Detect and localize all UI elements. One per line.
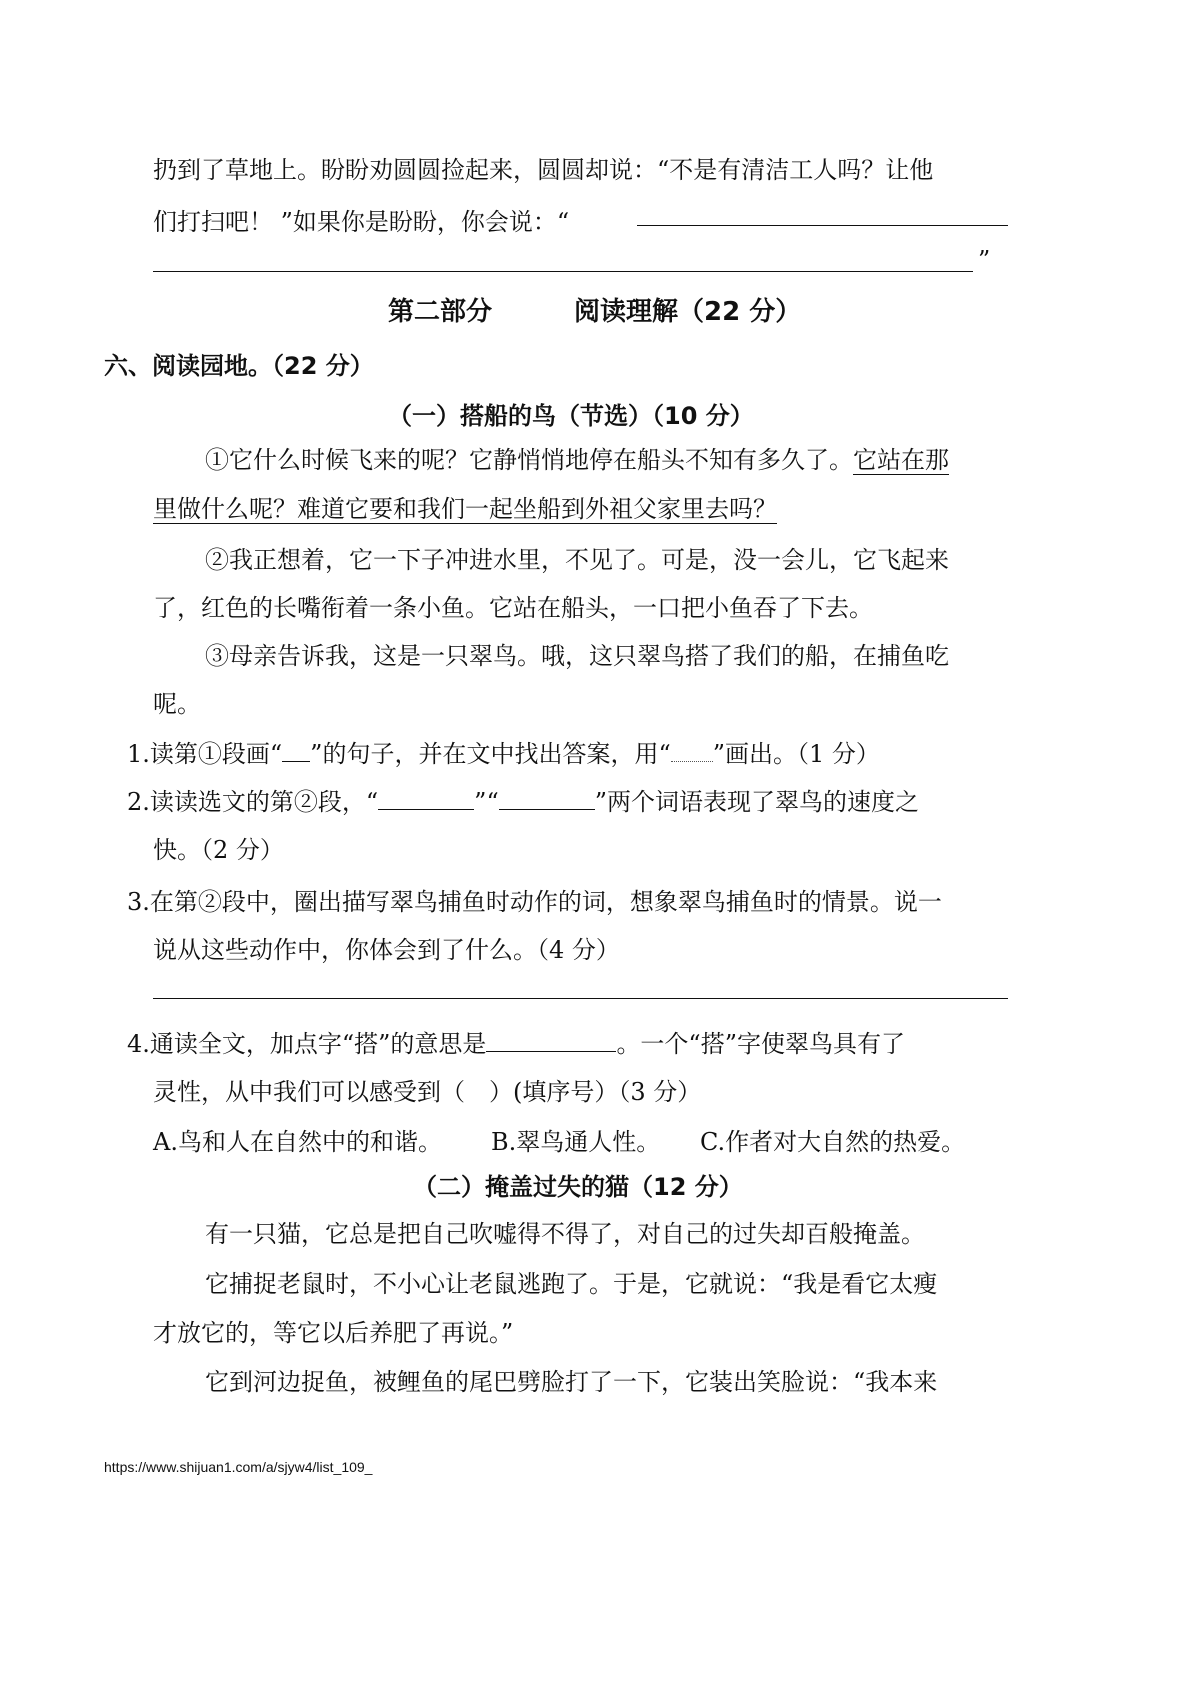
paragraph-line: 了，红色的长嘴衔着一条小鱼。它站在船头，一口把小鱼吞了下去。 [153, 594, 873, 622]
part-title-left: 第二部分 [388, 297, 493, 327]
paragraph-line: 它到河边捉鱼，被鲤鱼的尾巴劈脸打了一下，它装出笑脸说：“我本来 [205, 1368, 938, 1396]
answer-blank[interactable] [486, 1029, 616, 1052]
text-line: 们打扫吧！ ”如果你是盼盼，你会说：“ [153, 208, 570, 236]
question-1 [127, 734, 880, 769]
section-heading: 六、阅读园地。（22 分） [104, 352, 374, 380]
question-text: 1.读第①段画“ [127, 740, 283, 768]
part-title-right: 阅读理解（22 分） [574, 297, 802, 327]
underlined-sentence: 里做什么呢？难道它要和我们一起坐船到外祖父家里去吗？ [153, 495, 777, 523]
question-text: 4.通读全文，加点字“搭”的意思是 [127, 1030, 487, 1058]
option-c: C.作者对大自然的热爱。 [700, 1128, 966, 1156]
question-text: ”“ [474, 788, 499, 816]
paragraph-line: ③母亲告诉我，这是一只翠鸟。哦，这只翠鸟搭了我们的船，在捕鱼吃 [205, 642, 949, 670]
paragraph-line [153, 489, 777, 524]
wavy-line-mark-sample [671, 739, 713, 762]
paragraph-line: 有一只猫，它总是把自己吹嘘得不得了，对自己的过失却百般掩盖。 [205, 1220, 925, 1248]
question-text: 2.读读选文的第②段，“ [127, 788, 379, 816]
question-3: 3.在第②段中，圈出描写翠鸟捕鱼时动作的词，想象翠鸟捕鱼时的情景。说一 [127, 888, 942, 916]
paragraph-line: 它捕捉老鼠时，不小心让老鼠逃跑了。于是，它就说：“我是看它太瘦 [205, 1270, 938, 1298]
passage-title: （二）掩盖过失的猫（12 分） [413, 1173, 743, 1201]
option-b: B.翠鸟通人性。 [491, 1128, 661, 1156]
answer-blank-line[interactable] [153, 998, 1008, 999]
paragraph-line: ②我正想着，它一下子冲进水里，不见了。可是，没一会儿，它飞起来 [205, 546, 949, 574]
option-a: A.鸟和人在自然中的和谐。 [153, 1128, 442, 1156]
passage-title: （一）搭船的鸟（节选）（10 分） [388, 402, 754, 430]
question-text: 说从这些动作中，你体会到了什么。（4 分） [153, 936, 620, 964]
close-quote: ” [978, 246, 991, 274]
answer-blank-line[interactable] [637, 225, 1008, 226]
paragraph-line: 呢。 [153, 690, 201, 718]
question-text: 。一个“搭”字使翠鸟具有了 [616, 1030, 905, 1058]
question-4 [127, 1024, 905, 1059]
question-2 [127, 782, 919, 817]
answer-blank[interactable] [499, 787, 595, 810]
footer-url[interactable]: https://www.shijuan1.com/a/sjyw4/list_109_ [104, 1459, 373, 1475]
question-text: ”两个词语表现了翠鸟的速度之 [594, 788, 919, 816]
paragraph-text: ①它什么时候飞来的呢？它静悄悄地停在船头不知有多久了。 [205, 446, 853, 474]
underlined-sentence: 它站在那 [853, 446, 949, 474]
text-line: 扔到了草地上。盼盼劝圆圆捡起来，圆圆却说：“不是有清洁工人吗？让他 [153, 156, 934, 184]
underline-mark-sample [282, 739, 310, 762]
answer-blank[interactable] [378, 787, 474, 810]
question-text: 灵性，从中我们可以感受到（ ）(填序号）（3 分） [153, 1078, 702, 1106]
paragraph-line: 才放它的，等它以后养肥了再说。” [153, 1319, 514, 1347]
answer-blank-line[interactable] [153, 271, 973, 272]
question-text: 快。（2 分） [153, 836, 284, 864]
paragraph-line [205, 440, 949, 475]
question-text: ”的句子，并在文中找出答案，用“ [310, 740, 671, 768]
question-text: ”画出。（1 分） [712, 740, 880, 768]
